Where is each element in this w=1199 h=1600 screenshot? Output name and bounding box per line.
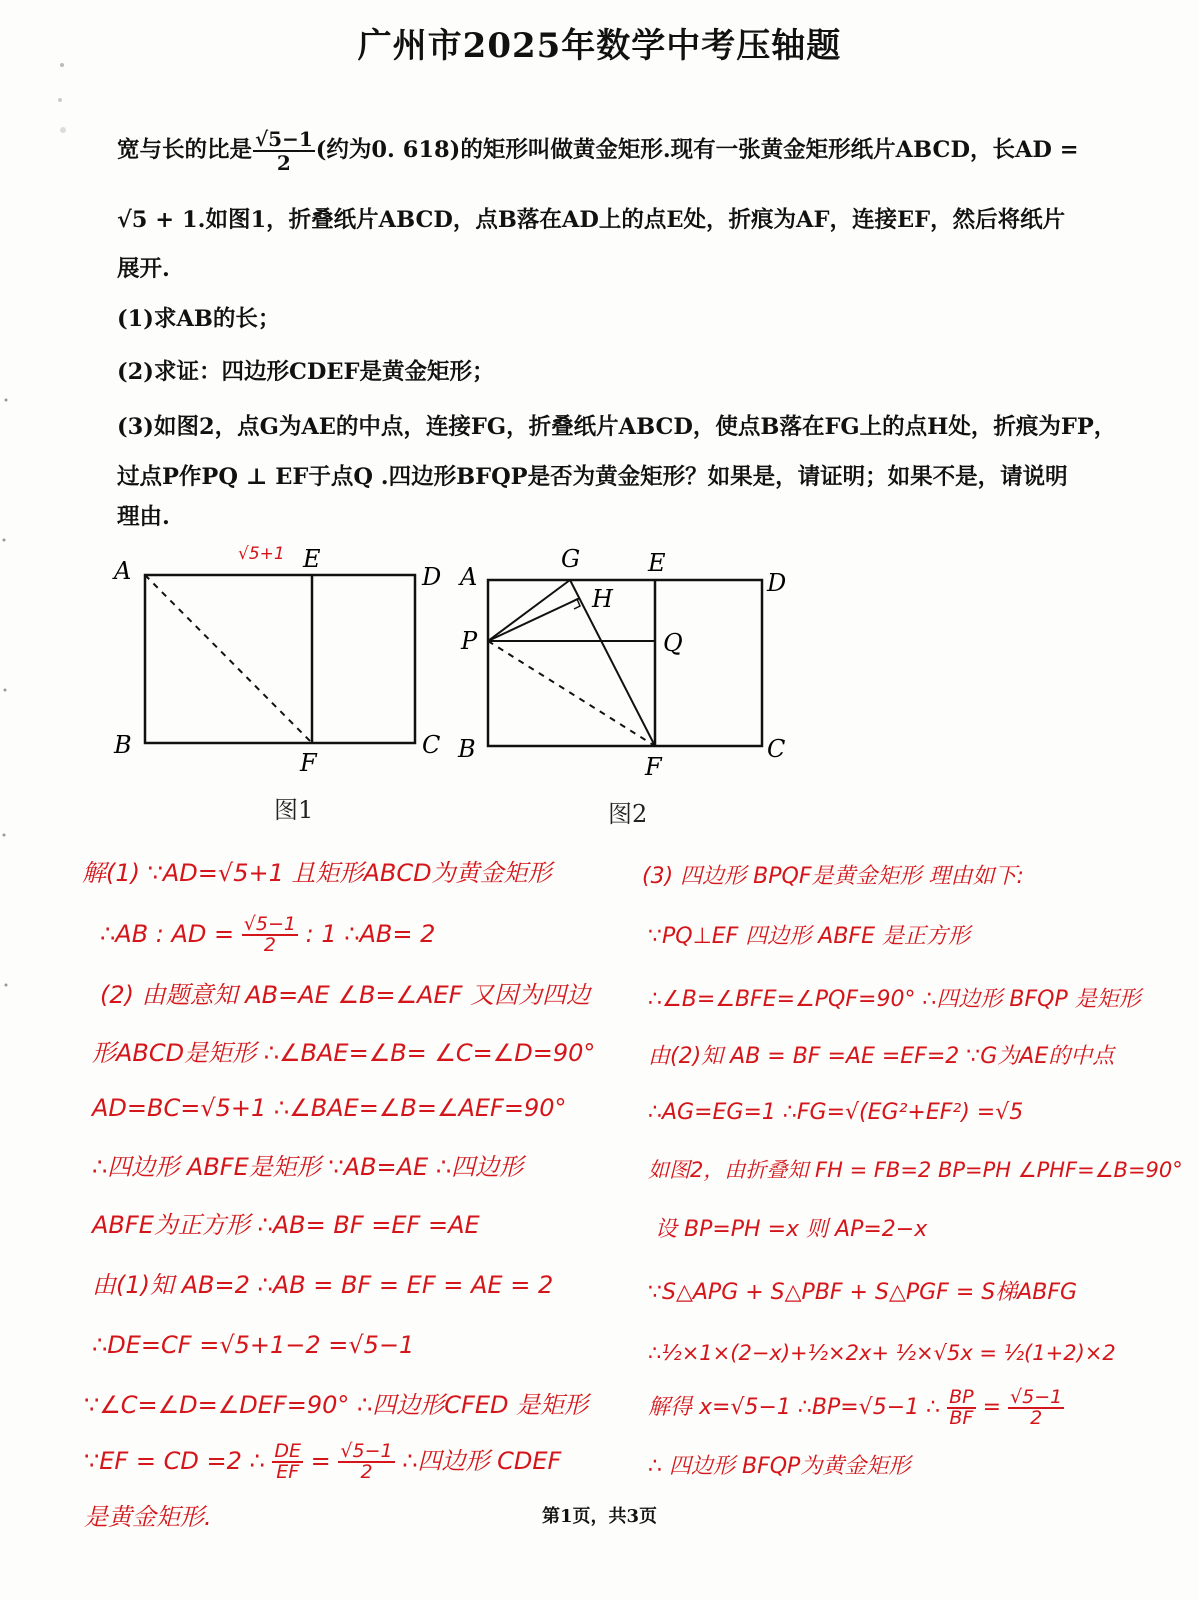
label-g: G: [561, 545, 581, 573]
solution-left-line-7: ABFE为正方形 ∴AB= BF =EF =AE: [92, 1211, 480, 1239]
problem-line-2: √5 + 1.如图1，折叠纸片ABCD，点B落在AD上的点E处，折痕为AF，连接EF，然后将纸片: [117, 207, 1066, 233]
problem-text: (约为0. 618)的矩形叫做黄金矩形.现有一张黄金矩形纸片ABCD，长AD =: [315, 137, 1079, 163]
question-3-line-1: (3)如图2，点G为AE的中点，连接FG，折叠纸片ABCD，使点B落在FG上的点H处，折痕为FP，: [117, 414, 1117, 440]
handwritten-fraction: [272, 1442, 303, 1482]
label-c: C: [767, 735, 786, 763]
label-e: E: [303, 545, 321, 573]
problem-line-1: [117, 128, 1167, 174]
label-q: Q: [663, 629, 683, 657]
solution-left-line-11: [84, 1442, 561, 1482]
solution-text: ∵EF = CD =2 ∴: [84, 1447, 273, 1475]
solution-left-line-10: ∵∠C=∠D=∠DEF=90° ∴四边形CFED 是矩形: [84, 1391, 589, 1419]
question-1: (1)求AB的长；: [117, 306, 281, 332]
problem-text: 宽与长的比是: [117, 137, 253, 163]
solution-left-line-2: [100, 915, 435, 955]
handwritten-fraction: [1008, 1388, 1064, 1428]
solution-right-line-2: ∵PQ⊥EF 四边形 ABFE 是正方形: [648, 924, 970, 949]
fraction-numerator: √5−1: [1010, 1386, 1063, 1408]
label-b: B: [458, 735, 476, 763]
length-annotation: √5+1: [238, 544, 285, 564]
handwritten-fraction: [947, 1388, 976, 1428]
solution-right-line-10: [648, 1388, 1064, 1428]
handwritten-fraction: [338, 1442, 394, 1482]
solution-text: =: [975, 1395, 1009, 1420]
solution-left-line-4: 形ABCD是矩形 ∴∠BAE=∠B= ∠C=∠D=90°: [92, 1039, 596, 1067]
label-c: C: [422, 731, 441, 759]
solution-left-line-5: AD=BC=√5+1 ∴∠BAE=∠B=∠AEF=90°: [92, 1094, 567, 1122]
fraction-numerator: DE: [274, 1440, 302, 1462]
solution-right-line-11: ∴ 四边形 BFQP为黄金矩形: [648, 1454, 911, 1479]
fraction-numerator: BP: [949, 1386, 974, 1408]
fraction-denominator: 2: [263, 934, 276, 956]
problem-line-3: 展开.: [117, 256, 170, 282]
segment-pg: [488, 580, 570, 641]
segment-ph: [488, 598, 580, 641]
rectangle-abcd: [488, 580, 762, 746]
solution-right-line-1: (3) 四边形 BPQF是黄金矩形 理由如下:: [642, 864, 1024, 889]
golden-ratio-fraction: [253, 128, 315, 174]
solution-text: : 1 ∴AB= 2: [297, 920, 436, 948]
solution-left-line-1: 解(1) ∵AD=√5+1 且矩形ABCD为黄金矩形: [82, 859, 552, 887]
rectangle-abcd: [145, 575, 415, 743]
solution-right-line-5: ∴AG=EG=1 ∴FG=√(EG²+EF²) =√5: [648, 1100, 1024, 1125]
solution-left-line-6: ∴四边形 ABFE是矩形 ∵AB=AE ∴四边形: [92, 1153, 524, 1181]
label-b: B: [114, 731, 132, 759]
solution-right-line-8: ∵S△APG + S△PBF + S△PGF = S梯ABFG: [648, 1280, 1078, 1305]
fraction-numerator: √5−1: [255, 127, 313, 151]
solution-right-line-3: ∴∠B=∠BFE=∠PQF=90° ∴四边形 BFQP 是矩形: [648, 987, 1141, 1012]
solution-left-line-9: ∴DE=CF =√5+1−2 =√5−1: [92, 1331, 415, 1359]
figure-2-diagram: [455, 535, 805, 785]
question-2: (2)求证：四边形CDEF是黄金矩形；: [117, 359, 495, 385]
label-a: A: [460, 563, 478, 591]
solution-right-line-7: 设 BP=PH =x 则 AP=2−x: [655, 1217, 928, 1242]
solution-left-line-3: (2) 由题意知 AB=AE ∠B=∠AEF 又因为四边: [100, 981, 591, 1009]
label-h: H: [592, 585, 613, 613]
fraction-denominator: 2: [360, 1461, 373, 1483]
page-footer: 第1页，共3页: [541, 1506, 658, 1527]
solution-text: ∴四边形 CDEF: [394, 1447, 562, 1475]
handwritten-fraction: [242, 915, 298, 955]
right-angle-mark: [571, 599, 580, 609]
question-3-line-2: 过点P作PQ ⊥ EF于点Q .四边形BFQP是否为黄金矩形？如果是，请证明；如果不是，请说明: [117, 464, 1068, 490]
figure-1-caption: 图1: [274, 796, 314, 824]
solution-left-line-8: 由(1)知 AB=2 ∴AB = BF = EF = AE = 2: [92, 1271, 554, 1299]
solution-left-line-12: 是黄金矩形.: [84, 1503, 212, 1531]
label-e: E: [648, 549, 666, 577]
fraction-denominator: 2: [276, 151, 291, 175]
scan-margin-marks: [0, 0, 80, 1600]
figure-1-diagram: [100, 535, 460, 785]
fraction-denominator: EF: [276, 1461, 300, 1483]
label-f: F: [300, 749, 317, 777]
label-d: D: [767, 569, 787, 597]
solution-right-line-9: ∴½×1×(2−x)+½×2x+ ½×√5x = ½(1+2)×2: [648, 1341, 1116, 1365]
label-d: D: [422, 563, 442, 591]
solution-text: 解得 x=√5−1 ∴BP=√5−1 ∴: [648, 1395, 948, 1420]
solution-right-line-4: 由(2)知 AB = BF =AE =EF=2 ∵G为AE的中点: [648, 1044, 1115, 1069]
crease-af: [145, 575, 312, 743]
label-p: P: [461, 627, 478, 655]
question-3-line-3: 理由.: [117, 504, 170, 530]
fraction-numerator: √5−1: [243, 913, 296, 935]
fraction-denominator: 2: [1030, 1407, 1043, 1429]
solution-right-line-6: 如图2，由折叠知 FH = FB=2 BP=PH ∠PHF=∠B=90°: [648, 1158, 1183, 1182]
fraction-denominator: BF: [949, 1407, 974, 1429]
figure-2-caption: 图2: [608, 800, 648, 828]
page-title: 广州市2025年数学中考压轴题: [357, 26, 842, 66]
label-a: A: [114, 557, 132, 585]
solution-text: ∴AB : AD =: [100, 920, 242, 948]
solution-text: =: [303, 1447, 339, 1475]
fraction-numerator: √5−1: [340, 1440, 393, 1462]
crease-pf: [488, 641, 655, 746]
label-f: F: [645, 753, 662, 781]
